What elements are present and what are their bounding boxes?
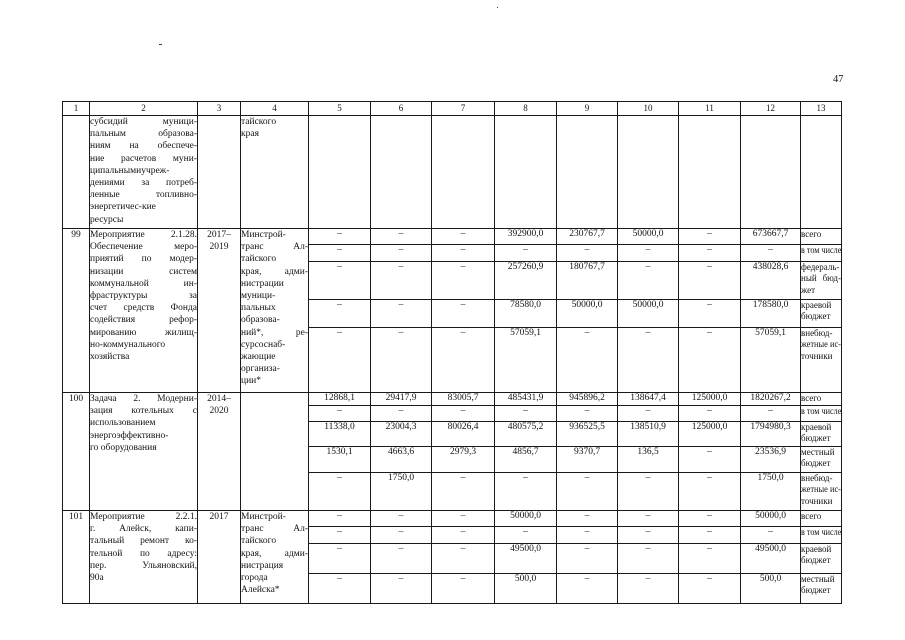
amount-cell-col5: 11338,0 (309, 422, 371, 447)
amount-cell-col9: – (557, 473, 618, 511)
amount-cell-col9: – (557, 511, 618, 527)
amount-cell-col9 (557, 116, 618, 229)
column-number-13: 13 (801, 102, 842, 116)
text-line: тальный ремонт ко- (90, 536, 197, 547)
amount-cell-col6: – (371, 229, 432, 245)
amount-cell-col5: – (309, 406, 371, 422)
amount-cell-col11: – (679, 544, 741, 574)
funding-source-cell (801, 262, 842, 300)
text-line: краевой (801, 544, 832, 554)
text-line: Обеспечение меро- (90, 242, 197, 253)
amount-cell-col9: – (557, 245, 618, 262)
text-line: в том числе (801, 406, 842, 416)
amount-cell-col9: 50000,0 (557, 300, 618, 328)
budget-table (62, 101, 842, 604)
text-line: 2020 (209, 406, 229, 417)
total-amount-cell: – (741, 527, 801, 544)
scan-speck (159, 44, 162, 45)
amount-cell-col5: – (309, 574, 371, 604)
amount-cell-col6: – (371, 328, 432, 393)
amount-cell-col8: 49500,0 (495, 544, 557, 574)
amount-cell-col5: 1530,1 (309, 447, 371, 473)
text-line: но-коммунального (90, 339, 166, 350)
column-number-2: 2 (90, 102, 198, 116)
amount-cell-col7: – (432, 544, 495, 574)
text-line: всего (801, 229, 822, 239)
funding-source-cell (801, 116, 842, 229)
amount-cell-col8: 50000,0 (495, 511, 557, 527)
amount-cell-col9: – (557, 328, 618, 393)
amount-cell-col10: 138510,9 (618, 422, 679, 447)
text-line: Мероприятие 2.1.28. (90, 230, 197, 240)
text-line: муници- (241, 291, 276, 302)
amount-cell-col10: – (618, 473, 679, 511)
text-line: ципальнымиучреж- (90, 165, 170, 176)
text-line: организа- (241, 364, 280, 375)
text-line: города (241, 573, 268, 584)
text-line: ние расчетов муни- (90, 153, 197, 164)
text-line: энергетичес-кие (90, 202, 156, 213)
text-line: тайского (241, 536, 277, 547)
amount-cell-col11: 125000,0 (679, 422, 741, 447)
funding-source-cell (801, 544, 842, 574)
amount-cell-col8: – (495, 245, 557, 262)
text-line: бюджет (801, 311, 831, 322)
text-line: дениями за потреб- (90, 178, 197, 189)
funding-source-cell (801, 447, 842, 473)
amount-cell-col6: – (371, 262, 432, 300)
funding-source-cell (801, 393, 842, 406)
amount-cell-col6: – (371, 511, 432, 527)
amount-cell-col9: – (557, 544, 618, 574)
amount-cell-col11 (679, 116, 741, 229)
amount-cell-col11: – (679, 511, 741, 527)
table-row (63, 393, 842, 406)
text-line: содействия рефор- (90, 315, 197, 326)
amount-cell-col8: 257260,9 (495, 262, 557, 300)
text-line: субсидий муници- (90, 117, 197, 127)
amount-cell-col11: – (679, 262, 741, 300)
text-line: энергоэффективно- (90, 430, 169, 441)
amount-cell-col6: – (371, 574, 432, 604)
text-line: зация котельных с (90, 406, 197, 417)
amount-cell-col5: – (309, 262, 371, 300)
text-line: местный (801, 447, 835, 457)
amount-cell-col7: – (432, 574, 495, 604)
row-number-cell: 99 (63, 229, 90, 393)
amount-cell-col8: – (495, 473, 557, 511)
column-number-9: 9 (557, 102, 618, 116)
measure-name-cell (90, 116, 198, 229)
total-amount-cell: – (741, 245, 801, 262)
text-line: точники (801, 495, 833, 506)
amount-cell-col7: 83005,7 (432, 393, 495, 406)
funding-source-cell (801, 300, 842, 328)
text-line: всего (801, 511, 822, 521)
total-amount-cell: – (741, 406, 801, 422)
text-line: транс Ал- (241, 524, 308, 535)
text-line: ный бюд- (801, 273, 841, 284)
scan-speck (497, 7, 498, 8)
total-amount-cell: 49500,0 (741, 544, 801, 574)
row-number-cell: 101 (63, 511, 90, 604)
amount-cell-col11: – (679, 473, 741, 511)
text-line: жетные ис- (801, 339, 841, 350)
text-line: 2017 (209, 512, 229, 522)
funding-source-cell (801, 511, 842, 527)
total-amount-cell: 1794980,3 (741, 422, 801, 447)
amount-cell-col6: 29417,9 (371, 393, 432, 406)
table-body (63, 116, 842, 604)
amount-cell-col8 (495, 116, 557, 229)
amount-cell-col8: 392900,0 (495, 229, 557, 245)
amount-cell-col10: – (618, 328, 679, 393)
amount-cell-col7: – (432, 300, 495, 328)
funding-source-cell (801, 473, 842, 511)
amount-cell-col5: – (309, 473, 371, 511)
funding-source-cell (801, 328, 842, 393)
text-line: образова- (241, 315, 280, 326)
text-line: приятий по модер- (90, 254, 197, 265)
row-number-cell (63, 116, 90, 229)
amount-cell-col10 (618, 116, 679, 229)
column-number-11: 11 (679, 102, 741, 116)
text-line: краевой (801, 300, 832, 310)
amount-cell-col7: – (432, 262, 495, 300)
text-line: счет средств Фонда (90, 303, 197, 314)
text-line: жетные ис- (801, 484, 841, 495)
amount-cell-col11: – (679, 527, 741, 544)
amount-cell-col7: 80026,4 (432, 422, 495, 447)
text-line: точники (801, 350, 833, 361)
amount-cell-col6: – (371, 527, 432, 544)
amount-cell-col6: 23004,3 (371, 422, 432, 447)
text-line: бюджет (801, 585, 831, 596)
column-number-5: 5 (309, 102, 371, 116)
funding-source-cell (801, 574, 842, 604)
text-line: пальных (241, 303, 276, 314)
text-line: ресурсы (90, 214, 124, 225)
text-line: мированию жилищ- (90, 327, 197, 338)
total-amount-cell: 1750,0 (741, 473, 801, 511)
text-line: ленные топливно- (90, 190, 197, 201)
amount-cell-col6: – (371, 406, 432, 422)
amount-cell-col9: – (557, 527, 618, 544)
text-line: пальным образова- (90, 129, 197, 140)
text-line: низации систем (90, 266, 197, 277)
amount-cell-col5: – (309, 245, 371, 262)
amount-cell-col5: – (309, 511, 371, 527)
column-number-10: 10 (618, 102, 679, 116)
column-number-7: 7 (432, 102, 495, 116)
amount-cell-col5: – (309, 328, 371, 393)
amount-cell-col9: 945896,2 (557, 393, 618, 406)
text-line: транс Ал- (241, 242, 308, 253)
executor-cell (241, 511, 309, 604)
amount-cell-col5: – (309, 544, 371, 574)
amount-cell-col8: 78580,0 (495, 300, 557, 328)
amount-cell-col10: – (618, 544, 679, 574)
measure-name-cell (90, 511, 198, 604)
amount-cell-col8: 4856,7 (495, 447, 557, 473)
measure-name-cell (90, 393, 198, 511)
amount-cell-col8: – (495, 406, 557, 422)
amount-cell-col5: – (309, 300, 371, 328)
amount-cell-col10: 50000,0 (618, 300, 679, 328)
text-line: бюджет (801, 458, 831, 469)
amount-cell-col5 (309, 116, 371, 229)
text-line: ции* (241, 376, 262, 387)
period-cell (198, 511, 241, 604)
header-row (63, 102, 842, 116)
amount-cell-col7: – (432, 328, 495, 393)
text-line: нистрации (241, 278, 284, 289)
amount-cell-col7: 2979,3 (432, 447, 495, 473)
text-line: ниям на обеспече- (90, 141, 197, 152)
executor-cell (241, 229, 309, 393)
amount-cell-col10: 138647,4 (618, 393, 679, 406)
column-number-1: 1 (63, 102, 90, 116)
amount-cell-col7: – (432, 406, 495, 422)
total-amount-cell: 673667,7 (741, 229, 801, 245)
amount-cell-col11: – (679, 447, 741, 473)
text-line: бюджет (801, 555, 831, 566)
executor-cell (241, 116, 309, 229)
amount-cell-col6 (371, 116, 432, 229)
text-line: фраструктуры за (90, 291, 197, 302)
column-number-6: 6 (371, 102, 432, 116)
text-line: внебюд- (801, 473, 833, 483)
text-line: бюджет (801, 433, 831, 444)
text-line: Минстрой- (241, 230, 286, 240)
text-line: г. Алейск, капи- (90, 524, 197, 535)
table-row (63, 511, 842, 527)
amount-cell-col7 (432, 116, 495, 229)
text-line: тельной по адресу: (90, 548, 197, 559)
text-line: в том числе (801, 527, 842, 537)
text-line: края, адми- (241, 548, 308, 559)
amount-cell-col11: – (679, 300, 741, 328)
total-amount-cell: 23536,9 (741, 447, 801, 473)
amount-cell-col8: 485431,9 (495, 393, 557, 406)
text-line: Задача 2. Модерни- (90, 394, 197, 404)
text-line: 2014– (207, 394, 231, 404)
amount-cell-col9: 180767,7 (557, 262, 618, 300)
text-line: Минстрой- (241, 512, 286, 522)
amount-cell-col8: 500,0 (495, 574, 557, 604)
text-line: ний*, ре- (241, 327, 308, 338)
text-line: Алейска* (241, 585, 280, 596)
text-line: в том числе (801, 245, 842, 255)
column-number-8: 8 (495, 102, 557, 116)
amount-cell-col11: – (679, 406, 741, 422)
funding-source-cell (801, 229, 842, 245)
amount-cell-col10: 136,5 (618, 447, 679, 473)
column-number-3: 3 (198, 102, 241, 116)
text-line: тайского (241, 254, 277, 265)
text-line: жет (801, 284, 816, 295)
column-number-12: 12 (741, 102, 801, 116)
text-line: Мероприятие 2.2.1. (90, 512, 197, 522)
amount-cell-col7: – (432, 511, 495, 527)
text-line: 90а (90, 573, 104, 584)
text-line: сурсоснаб- (241, 339, 286, 350)
text-line: местный (801, 574, 835, 584)
text-line: федераль- (801, 262, 840, 272)
text-line: 2019 (209, 242, 229, 253)
text-line: нистрация (241, 560, 284, 571)
period-cell (198, 229, 241, 393)
text-line: хозяйства (90, 352, 130, 363)
page-number: 47 (833, 74, 844, 85)
text-line: использованием (90, 418, 156, 429)
amount-cell-col11: – (679, 229, 741, 245)
amount-cell-col10: – (618, 245, 679, 262)
amount-cell-col9: 936525,5 (557, 422, 618, 447)
text-line: тайского (241, 117, 277, 127)
funding-source-cell (801, 527, 842, 544)
funding-source-cell (801, 406, 842, 422)
amount-cell-col9: – (557, 574, 618, 604)
total-amount-cell: 1820267,2 (741, 393, 801, 406)
text-line: го оборудования (90, 442, 157, 453)
amount-cell-col7: – (432, 527, 495, 544)
funding-source-cell (801, 245, 842, 262)
amount-cell-col11: – (679, 328, 741, 393)
text-line: краевой (801, 422, 832, 432)
amount-cell-col10: – (618, 527, 679, 544)
amount-cell-col5: 12868,1 (309, 393, 371, 406)
amount-cell-col5: – (309, 229, 371, 245)
amount-cell-col10: – (618, 262, 679, 300)
total-amount-cell: 50000,0 (741, 511, 801, 527)
text-line: края, адми- (241, 266, 308, 277)
amount-cell-col10: – (618, 574, 679, 604)
total-amount-cell: 57059,1 (741, 328, 801, 393)
table-row (63, 116, 842, 229)
total-amount-cell (741, 116, 801, 229)
text-line: пер. Ульяновский, (90, 560, 197, 571)
amount-cell-col9: 9370,7 (557, 447, 618, 473)
text-line: края (241, 129, 259, 140)
amount-cell-col6: – (371, 245, 432, 262)
amount-cell-col11: – (679, 245, 741, 262)
amount-cell-col9: – (557, 406, 618, 422)
row-number-cell: 100 (63, 393, 90, 511)
table-header (63, 102, 842, 116)
text-line: жающие (241, 352, 276, 363)
executor-cell (241, 393, 309, 511)
column-number-4: 4 (241, 102, 309, 116)
text-line: 2017– (207, 230, 231, 240)
amount-cell-col5: – (309, 527, 371, 544)
amount-cell-col7: – (432, 245, 495, 262)
total-amount-cell: 178580,0 (741, 300, 801, 328)
amount-cell-col6: – (371, 544, 432, 574)
amount-cell-col9: 230767,7 (557, 229, 618, 245)
period-cell (198, 116, 241, 229)
table-row (63, 229, 842, 245)
total-amount-cell: 438028,6 (741, 262, 801, 300)
amount-cell-col8: 57059,1 (495, 328, 557, 393)
amount-cell-col7: – (432, 473, 495, 511)
amount-cell-col10: 50000,0 (618, 229, 679, 245)
amount-cell-col11: – (679, 574, 741, 604)
amount-cell-col8: 480575,2 (495, 422, 557, 447)
period-cell (198, 393, 241, 511)
amount-cell-col6: – (371, 300, 432, 328)
amount-cell-col6: 1750,0 (371, 473, 432, 511)
amount-cell-col8: – (495, 527, 557, 544)
text-line: коммунальной ин- (90, 278, 197, 289)
amount-cell-col10: – (618, 406, 679, 422)
amount-cell-col11: 125000,0 (679, 393, 741, 406)
text-line: внебюд- (801, 328, 833, 338)
measure-name-cell (90, 229, 198, 393)
amount-cell-col7: – (432, 229, 495, 245)
total-amount-cell: 500,0 (741, 574, 801, 604)
funding-source-cell (801, 422, 842, 447)
amount-cell-col10: – (618, 511, 679, 527)
text-line: всего (801, 393, 822, 403)
amount-cell-col6: 4663,6 (371, 447, 432, 473)
